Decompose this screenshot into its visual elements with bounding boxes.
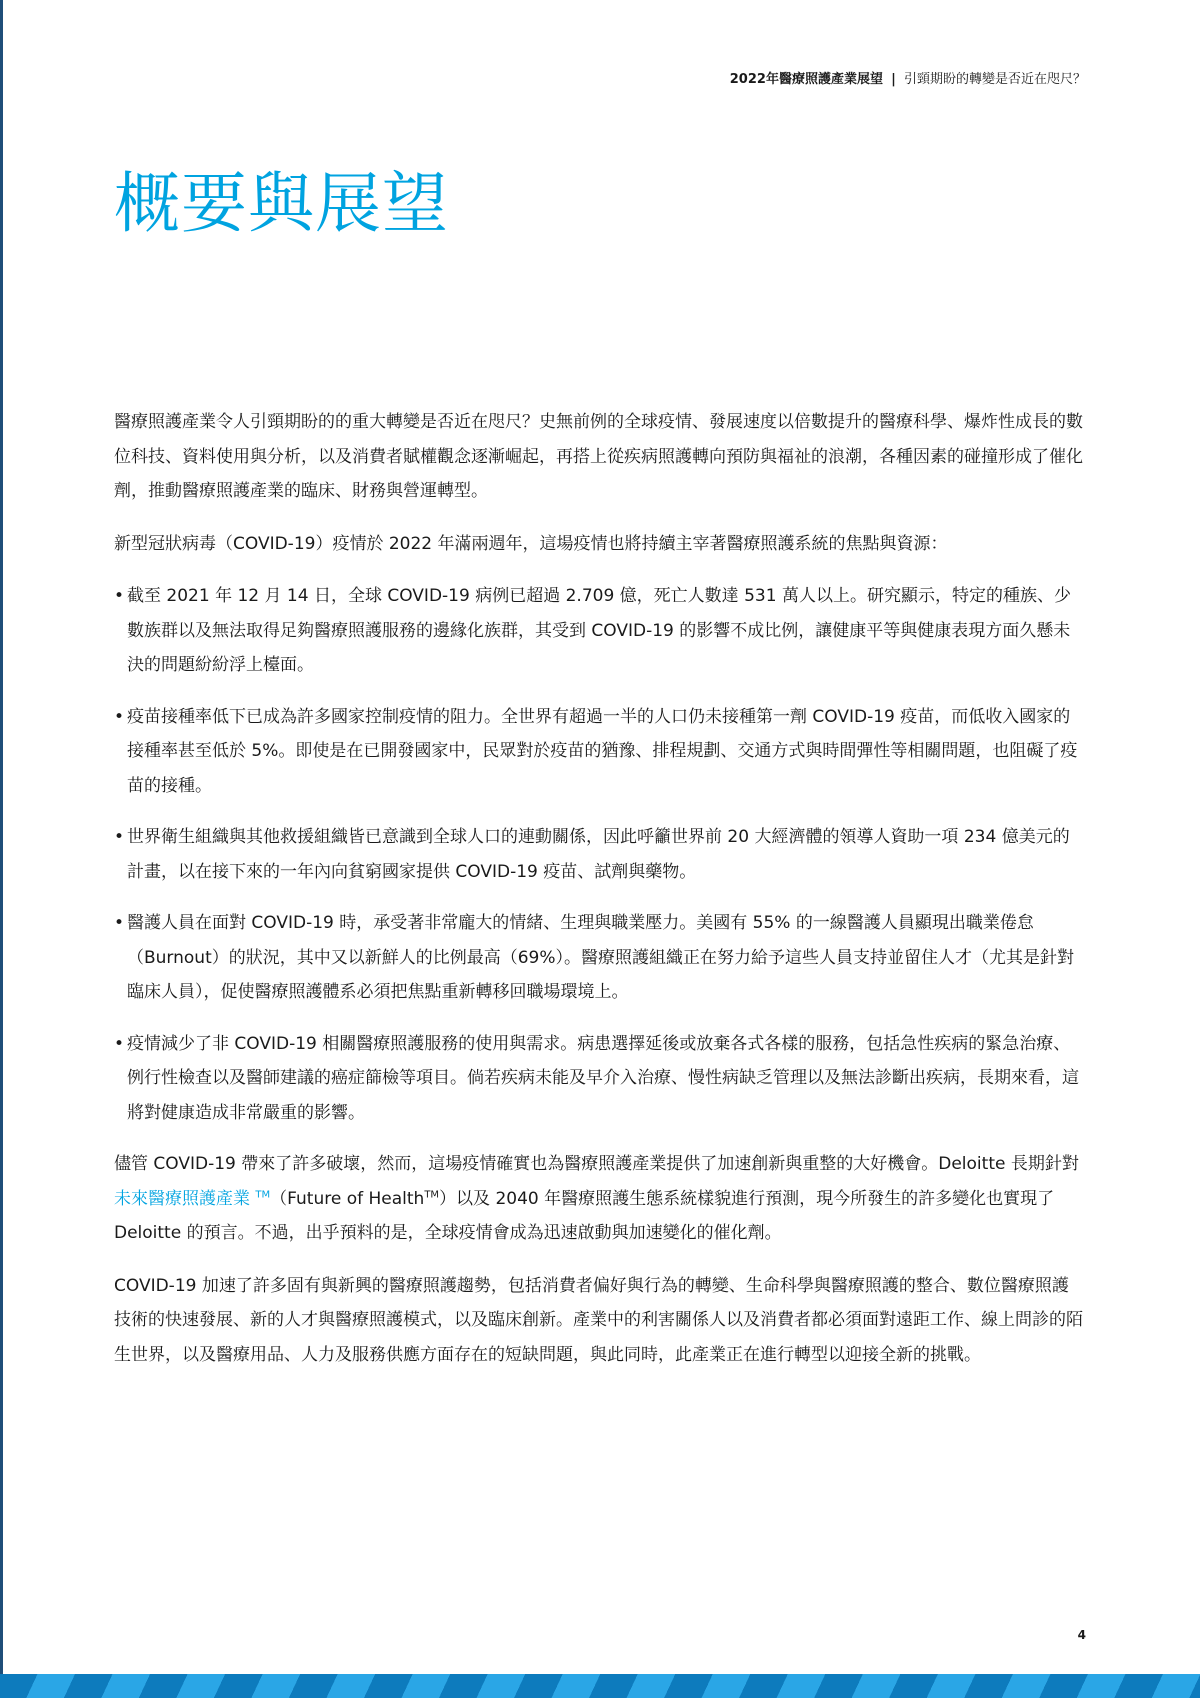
page-number: 4 <box>1077 1628 1086 1642</box>
opportunity-text-middle: （Future of Health <box>270 1188 425 1209</box>
trademark-mark: TM <box>424 1188 440 1200</box>
opportunity-text-end: ）以及 2040 年醫療照護生態系統樣貌進行預測，現今所發生的許多變化也實現了 Deloitte 的預言。不過，出乎預料的是，全球疫情會成為迅速啟動與加速變化的催化劑。 <box>114 1188 1055 1243</box>
bullet-item: • 疫情減少了非 COVID-19 相關醫療照護服務的使用與需求。病患選擇延後或放棄各式各樣的服務，包括急性疾病的緊急治療、例行性檢查以及醫師建議的癌症篩檢等項目。倘若疾病未能及早介入治療、慢性病缺乏管理以及無法診斷出疾病，長期來看，這將對健康造成非常嚴重的影響。 <box>114 1027 1084 1131</box>
future-of-health-link[interactable]: 未來醫療照護產業 ™ <box>114 1188 271 1209</box>
intro-paragraph: 醫療照護產業令人引頸期盼的的重大轉變是否近在咫尺？史無前例的全球疫情、發展速度以倍數提升的醫療科學、爆炸性成長的數位科技、資料使用與分析，以及消費者賦權觀念逐漸崛起，再搭上從疾病照護轉向預防與福祉的浪潮，各種因素的碰撞形成了催化劑，推動醫療照護產業的臨床、財務與營運轉型。 <box>114 412 1083 501</box>
page-title: 概要與展望 <box>114 165 449 242</box>
bullet-item: • 疫苗接種率低下已成為許多國家控制疫情的阻力。全世界有超過一半的人口仍未接種第一劑 COVID-19 疫苗，而低收入國家的接種率甚至低於 5%。即使是在已開發國家中，民眾對於疫苗的猶豫、排程規劃、交通方式與時間彈性等相關問題，也阻礙了疫苗的接種。 <box>114 700 1084 804</box>
bullet-item: • 醫護人員在面對 COVID-19 時，承受著非常龐大的情緒、生理與職業壓力。美國有 55% 的一線醫護人員顯現出職業倦怠（Burnout）的狀況，其中又以新鮮人的比例最高（69%）。醫療照護組織正在努力給予這些人員支持並留住人才（尤其是針對臨床人員），促使醫療照護體系必須把焦點重新轉移回職場環境上。 <box>114 906 1084 1010</box>
opportunity-text-start: 儘管 COVID-19 帶來了許多破壞，然而，這場疫情確實也為醫療照護產業提供了加速創新與重整的大好機會。Deloitte 長期針對 <box>114 1154 1079 1174</box>
main-content <box>114 405 1084 1390</box>
report-title: 2022年醫療照護產業展望 <box>729 72 883 87</box>
report-subtitle: 引頸期盼的轉變是否近在咫尺？ <box>903 72 1086 87</box>
covid-intro-paragraph: 新型冠狀病毒（COVID-19）疫情於 2022 年滿兩週年，這場疫情也將持續主宰著醫療照護系統的焦點與資源： <box>114 533 948 554</box>
opportunity-paragraph <box>114 1147 1084 1251</box>
closing-paragraph: COVID-19 加速了許多固有與新興的醫療照護趨勢，包括消費者偏好與行為的轉變、生命科學與醫療照護的整合、數位醫療照護技術的快速發展、新的人才與醫療照護模式，以及臨床創新。產業中的利害關係人以及消費者都必須面對遠距工作、線上問診的陌生世界，以及醫療用品、人力及服務供應方面存在的短缺問題，與此同時，此產業正在進行轉型以迎接全新的挑戰。 <box>114 1275 1083 1365</box>
trademark-mark: TM <box>255 1188 271 1200</box>
covid-bullet-list <box>114 579 1084 1130</box>
running-header <box>730 68 1086 87</box>
header-separator: | <box>891 72 896 87</box>
bullet-item: • 截至 2021 年 12 月 14 日，全球 COVID-19 病例已超過 2.709 億，死亡人數達 531 萬人以上。研究顯示，特定的種族、少數族群以及無法取得足夠醫療照護服務的邊緣化族群，其受到 COVID-19 的影響不成比例，讓健康平等與健康表現方面久懸未決的問題紛紛浮上檯面。 <box>114 579 1084 683</box>
left-edge-rule <box>0 0 3 1698</box>
bullet-item: • 世界衛生組織與其他救援組織皆已意識到全球人口的連動關係，因此呼籲世界前 20 大經濟體的領導人資助一項 234 億美元的計畫，以在接下來的一年內向貧窮國家提供 COVID-19 疫苗、試劑與藥物。 <box>114 820 1084 889</box>
footer-stripe-band <box>0 1674 1200 1698</box>
